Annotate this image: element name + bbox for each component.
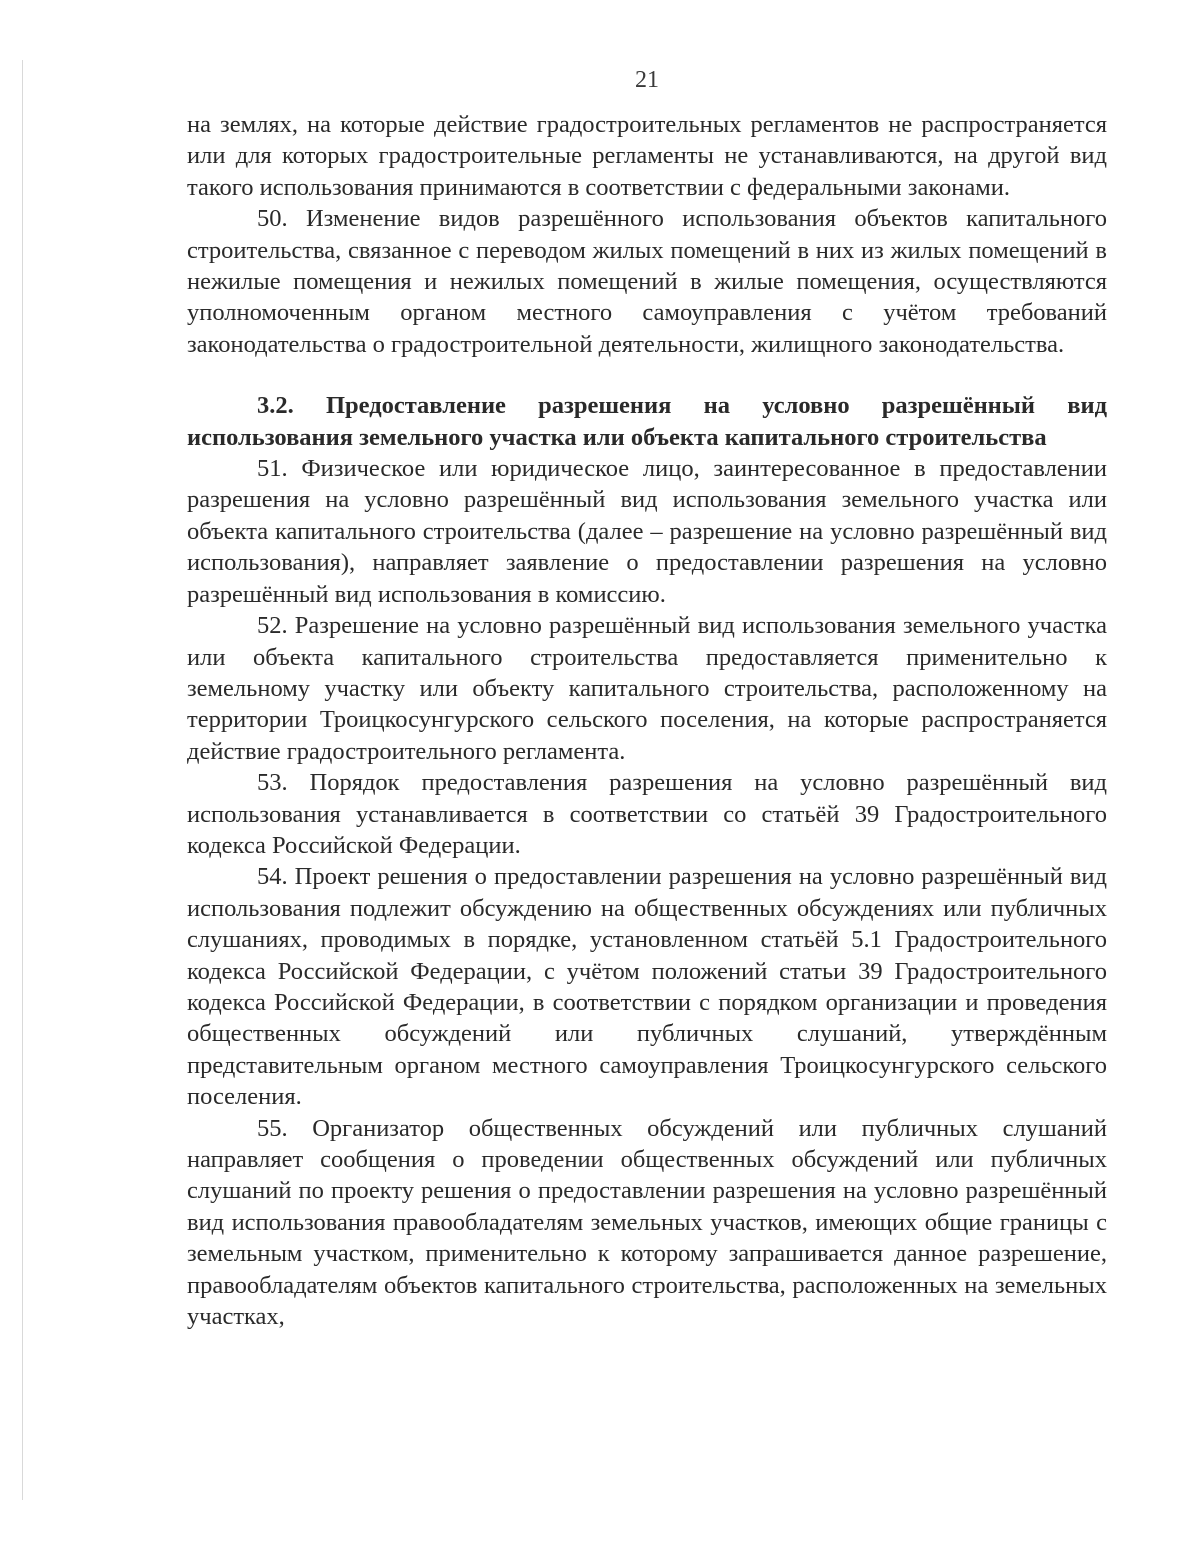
paragraph-50: 50. Изменение видов разрешённого использования объектов капитального строительства, связанное с переводом жилых помещений в них из жилых помещений в нежилые помещения и нежилых помещений в жилые помещения, осуществляются уполномоченным органом местного самоуправления с учётом требований законодательства о градостроительной деятельности, жилищного законодательства.: [187, 205, 1107, 358]
paragraph-53: 53. Порядок предоставления разрешения на условно разрешённый вид использования устанавливается в соответствии со статьёй 39 Градостроительного кодекса Российской Федерации.: [187, 769, 1107, 859]
scan-edge-line: [22, 60, 23, 1500]
page-number: 21: [635, 67, 659, 93]
paragraph-51: 51. Физическое или юридическое лицо, заинтересованное в предоставлении разрешения на условно разрешённый вид использования земельного участка или объекта капитального строительства (далее – разрешение на условно разрешённый вид использования), направляет заявление о предоставлении разрешения на условно разрешённый вид использования в комиссию.: [187, 455, 1107, 608]
section-spacer: [187, 360, 1107, 390]
section-heading-3-2: 3.2. Предоставление разрешения на условно разрешённый вид использования земельного участка или объекта капитального строительства: [187, 392, 1107, 451]
paragraph-54: 54. Проект решения о предоставлении разрешения на условно разрешённый вид использования подлежит обсуждению на общественных обсуждениях или публичных слушаниях, проводимых в порядке, установленном статьёй 5.1 Градостроительного кодекса Российской Федерации, с учётом положений статьи 39 Градостроительного кодекса Российской Федерации, в соответствии с порядком организации и проведения общественных обсуждений или публичных слушаний, утверждённым представительным органом местного самоуправления Троицкосунгурского сельского поселения.: [187, 863, 1107, 1111]
paragraph-55: 55. Организатор общественных обсуждений или публичных слушаний направляет сообщения о проведении общественных обсуждений или публичных слушаний по проекту решения о предоставлении разрешения на условно разрешённый вид использования правообладателям земельных участков, имеющих общие границы с земельным участком, применительно к которому запрашивается данное разрешение, правообладателям объектов капитального строительства, расположенных на земельных участках,: [187, 1114, 1107, 1331]
paragraph-52: 52. Разрешение на условно разрешённый вид использования земельного участка или объекта капитального строительства предоставляется применительно к земельному участку или объекту капитального строительства, расположенному на территории Троицкосунгурского сельского поселения, на которые распространяется действие градостроительного регламента.: [187, 612, 1107, 765]
paragraph-continuation: на землях, на которые действие градостроительных регламентов не распространяется или для которых градостроительные регламенты не устанавливаются, на другой вид такого использования принимаются в соответствии с федеральными законами.: [187, 111, 1107, 201]
document-body: [187, 109, 1107, 1332]
